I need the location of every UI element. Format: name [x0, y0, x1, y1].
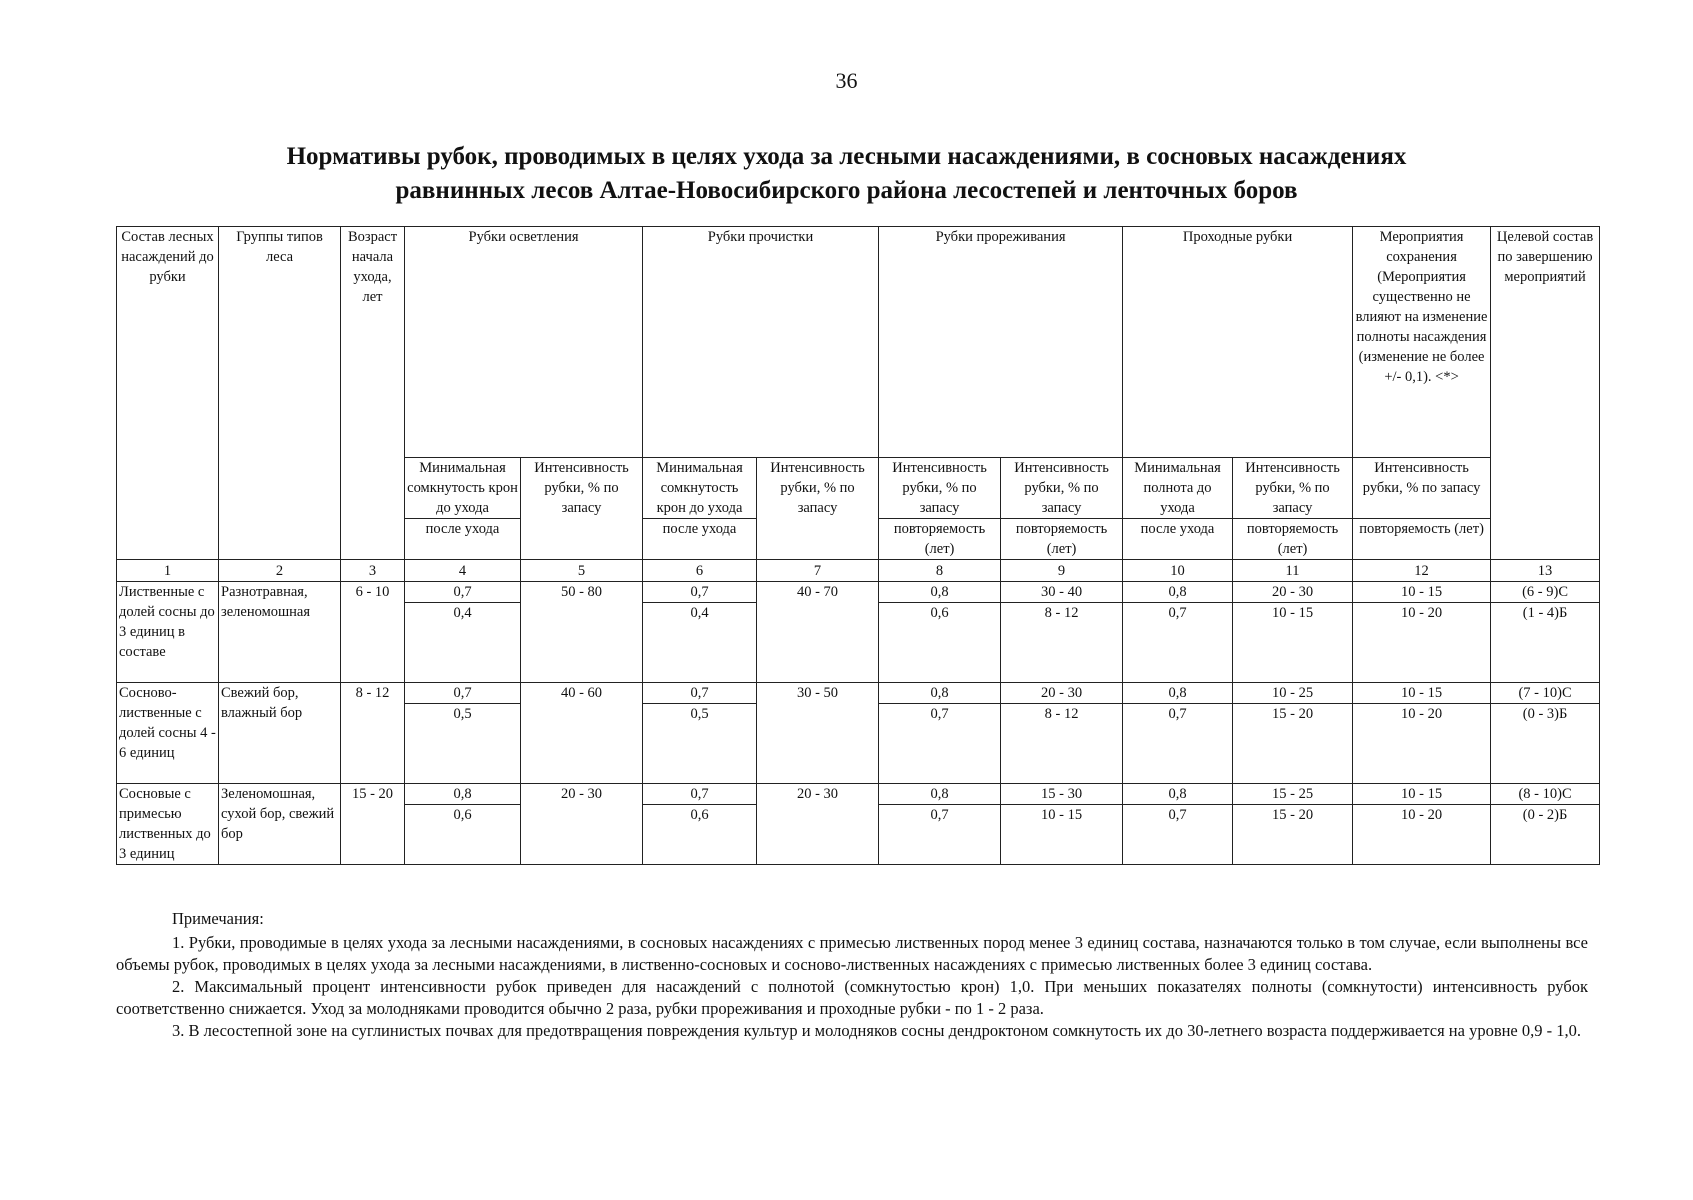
header-repeatability: повторяемость (лет) — [1353, 519, 1491, 560]
document-title — [150, 140, 1543, 208]
note-item: 2. Максимальный процент интенсивности рубок приведен для насаждений с полнотой (сомкнутостью крон) 1,0. При меньших показателях полноты (сомкнутости) интенсивность рубок соответственно снижается. Уход за молодняками проводится обычно 2 раза, рубки прореживания и проходные рубки - по 1 - 2 раза. — [116, 977, 1588, 1018]
table-cell: 30 - 50 — [757, 683, 879, 784]
start-age-cell: 15 - 20 — [341, 784, 405, 865]
table-cell: 0,8 — [879, 683, 1001, 704]
table-cell: 0,5 — [405, 704, 521, 784]
header-intensity: Интенсивность рубки, % по запасу — [521, 458, 643, 560]
header-forest-types: Группы типов леса — [219, 227, 341, 560]
table-cell: 0,5 — [643, 704, 757, 784]
table-cell: 0,6 — [405, 805, 521, 865]
header-intensity: Интенсивность рубки, % по запасу — [1233, 458, 1353, 519]
table-cell: (7 - 10)С — [1491, 683, 1600, 704]
header-after-care: после ухода — [1123, 519, 1233, 560]
table-row — [117, 784, 1600, 805]
table-cell: 10 - 20 — [1353, 603, 1491, 683]
table-cell: 15 - 30 — [1001, 784, 1123, 805]
table-cell: 10 - 15 — [1233, 603, 1353, 683]
table-cell: 0,7 — [1123, 704, 1233, 784]
start-age-cell: 8 - 12 — [341, 683, 405, 784]
table-cell: (6 - 9)С — [1491, 582, 1600, 603]
notes-title: Примечания: — [172, 909, 264, 928]
header-passage-cuttings: Проходные рубки — [1123, 227, 1353, 458]
stand-composition-cell: Сосново-лиственные с долей сосны 4 - 6 единиц — [117, 683, 219, 784]
table-cell: 10 - 15 — [1001, 805, 1123, 865]
column-number: 10 — [1123, 560, 1233, 582]
table-cell: 10 - 20 — [1353, 805, 1491, 865]
header-min-crown-density: Минимальная сомкнутость крон до ухода — [643, 458, 757, 519]
table-cell: (8 - 10)С — [1491, 784, 1600, 805]
header-intensity: Интенсивность рубки, % по запасу — [1353, 458, 1491, 519]
table-cell: 10 - 25 — [1233, 683, 1353, 704]
header-repeatability: повторяемость (лет) — [879, 519, 1001, 560]
table-cell: 0,7 — [405, 582, 521, 603]
column-number: 1 — [117, 560, 219, 582]
header-cleaning-cuttings: Рубки прочистки — [643, 227, 879, 458]
table-cell: 0,6 — [879, 603, 1001, 683]
header-clarifying-cuttings: Рубки осветления — [405, 227, 643, 458]
table-cell: 0,8 — [879, 784, 1001, 805]
table-cell: 20 - 30 — [1233, 582, 1353, 603]
table-cell: 15 - 20 — [1233, 805, 1353, 865]
table-cell: 0,7 — [1123, 603, 1233, 683]
header-intensity: Интенсивность рубки, % по запасу — [1001, 458, 1123, 519]
table-cell: 8 - 12 — [1001, 704, 1123, 784]
table-cell: 15 - 25 — [1233, 784, 1353, 805]
table-row — [117, 683, 1600, 704]
column-number: 4 — [405, 560, 521, 582]
header-thinning-cuttings: Рубки прореживания — [879, 227, 1123, 458]
table-cell: 8 - 12 — [1001, 603, 1123, 683]
header-preservation-measures: Мероприятия сохранения (Мероприятия существенно не влияют на изменение полноты насаждения (изменение не более +/- 0,1). <*> — [1353, 227, 1491, 458]
header-intensity: Интенсивность рубки, % по запасу — [757, 458, 879, 560]
header-repeatability: повторяемость (лет) — [1001, 519, 1123, 560]
table-cell: 0,4 — [405, 603, 521, 683]
column-number: 7 — [757, 560, 879, 582]
header-min-crown-density: Минимальная сомкнутость крон до ухода — [405, 458, 521, 519]
table-cell: 20 - 30 — [1001, 683, 1123, 704]
table-cell: 0,7 — [643, 784, 757, 805]
table-cell: 0,7 — [643, 582, 757, 603]
table-cell: 0,7 — [643, 683, 757, 704]
forest-type-cell: Разнотравная, зеленомошная — [219, 582, 341, 683]
table-cell: 20 - 30 — [521, 784, 643, 865]
stand-composition-cell: Лиственные с долей сосны до 3 единиц в составе — [117, 582, 219, 683]
table-cell: 0,7 — [879, 805, 1001, 865]
table-cell: 0,7 — [405, 683, 521, 704]
table-row — [117, 582, 1600, 603]
column-number: 8 — [879, 560, 1001, 582]
column-number: 12 — [1353, 560, 1491, 582]
table-cell: (1 - 4)Б — [1491, 603, 1600, 683]
table-cell: 50 - 80 — [521, 582, 643, 683]
header-repeatability: повторяемость (лет) — [1233, 519, 1353, 560]
table-cell: 20 - 30 — [757, 784, 879, 865]
header-composition: Состав лесных насаждений до рубки — [117, 227, 219, 560]
stand-composition-cell: Сосновые с примесью лиственных до 3 единиц — [117, 784, 219, 865]
table-cell: 40 - 60 — [521, 683, 643, 784]
table-cell: 0,7 — [879, 704, 1001, 784]
forest-type-cell: Зеленомошная, сухой бор, свежий бор — [219, 784, 341, 865]
start-age-cell: 6 - 10 — [341, 582, 405, 683]
column-number: 11 — [1233, 560, 1353, 582]
column-number: 6 — [643, 560, 757, 582]
table-cell: 0,4 — [643, 603, 757, 683]
table-cell: 0,7 — [1123, 805, 1233, 865]
column-number: 5 — [521, 560, 643, 582]
header-after-care: после ухода — [643, 519, 757, 560]
header-after-care: после ухода — [405, 519, 521, 560]
note-item: 1. Рубки, проводимые в целях ухода за лесными насаждениями, в сосновых насаждениях с примесью лиственных пород менее 3 единиц состава, назначаются только в том случае, если выполнены все объемы рубок, проводимых в целях ухода за лесными насаждениями, в лиственно-сосновых и сосново-лиственных насаждениях с примесью лиственных более 3 единиц состава. — [116, 933, 1588, 974]
column-number: 13 — [1491, 560, 1600, 582]
table-cell: 10 - 15 — [1353, 683, 1491, 704]
header-target-composition: Целевой состав по завершению мероприятий — [1491, 227, 1600, 560]
table-cell: 0,8 — [879, 582, 1001, 603]
table-cell: 10 - 15 — [1353, 582, 1491, 603]
column-number: 2 — [219, 560, 341, 582]
forest-type-cell: Свежий бор, влажный бор — [219, 683, 341, 784]
table-cell: 0,6 — [643, 805, 757, 865]
table-cell: 0,8 — [1123, 582, 1233, 603]
header-row-1 — [117, 227, 1600, 458]
table-cell: 0,8 — [405, 784, 521, 805]
header-min-fullness: Минимальная полнота до ухода — [1123, 458, 1233, 519]
table-cell: (0 - 2)Б — [1491, 805, 1600, 865]
table-cell: 0,8 — [1123, 683, 1233, 704]
note-item: 3. В лесостепной зоне на суглинистых почвах для предотвращения повреждения культур и молодняков сосны дендроктоном сомкнутость их до 30-летнего возраста поддерживается на уровне 0,9 - 1,0. — [172, 1021, 1582, 1040]
page-number: 36 — [835, 68, 858, 93]
title-line-1: Нормативы рубок, проводимых в целях ухода за лесными насаждениями, в сосновых насаждениях — [286, 143, 1407, 170]
table-cell: 10 - 15 — [1353, 784, 1491, 805]
table-cell: 30 - 40 — [1001, 582, 1123, 603]
title-line-2: равнинных лесов Алтае-Новосибирского района лесостепей и ленточных боров — [395, 177, 1298, 204]
column-number: 3 — [341, 560, 405, 582]
header-start-age: Возраст начала ухода, лет — [341, 227, 405, 560]
table-cell: 10 - 20 — [1353, 704, 1491, 784]
column-number: 9 — [1001, 560, 1123, 582]
notes-section — [116, 908, 1588, 1042]
table-cell: 15 - 20 — [1233, 704, 1353, 784]
norms-table — [116, 226, 1600, 865]
table-cell: 40 - 70 — [757, 582, 879, 683]
table-cell: (0 - 3)Б — [1491, 704, 1600, 784]
table-cell: 0,8 — [1123, 784, 1233, 805]
column-numbers-row — [117, 560, 1600, 582]
header-intensity: Интенсивность рубки, % по запасу — [879, 458, 1001, 519]
